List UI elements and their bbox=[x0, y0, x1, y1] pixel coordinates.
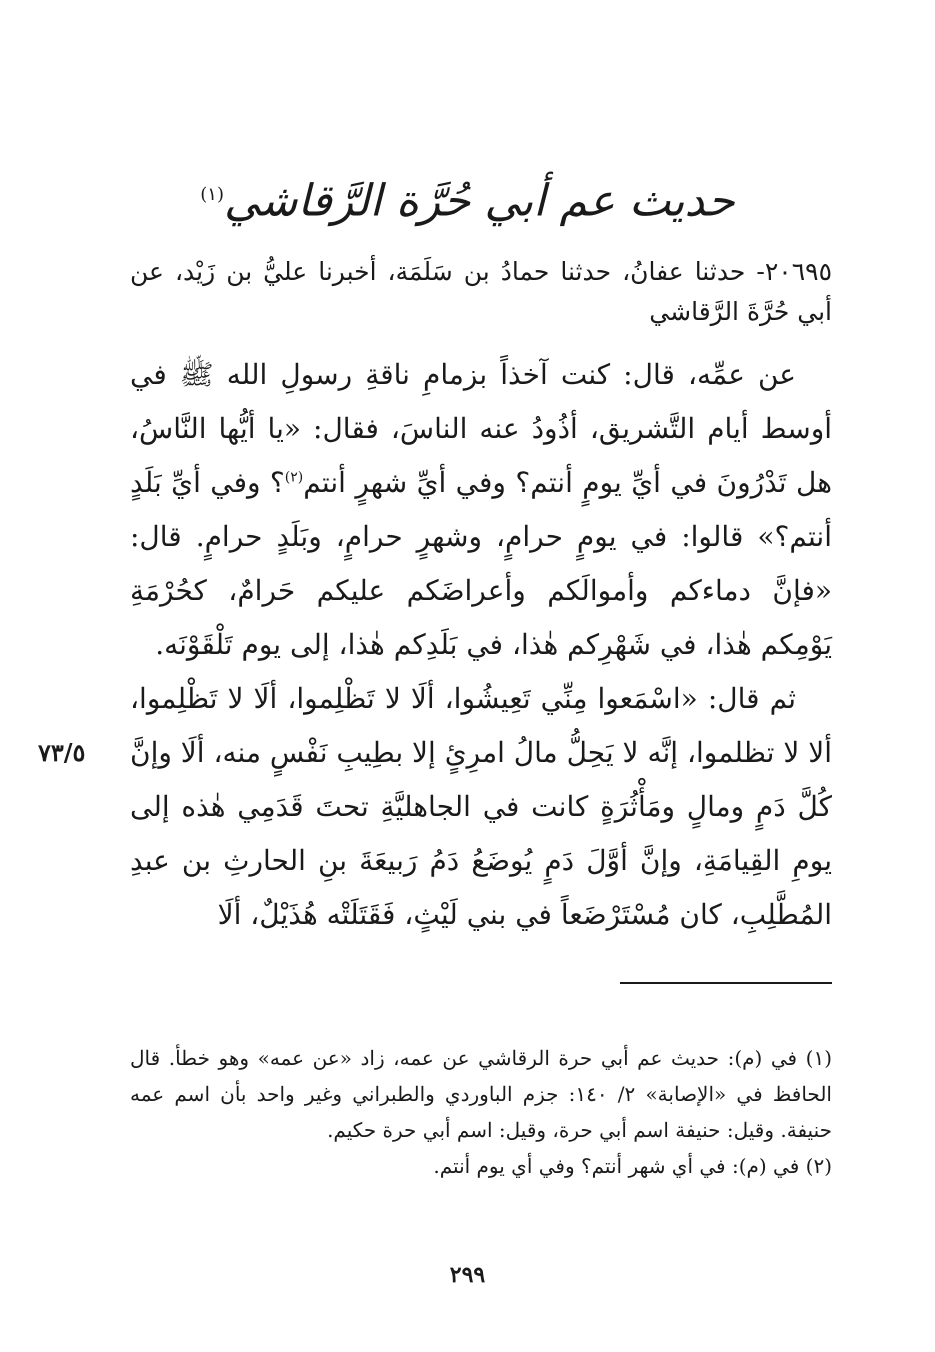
margin-reference: ٧٣/٥ bbox=[38, 738, 86, 767]
footnote-ref-1: (١) bbox=[200, 184, 224, 205]
hadith-body bbox=[130, 348, 832, 942]
hadith-paragraph-1 bbox=[130, 348, 832, 672]
footnote-2: (٢) في (م): في أي شهر أنتم؟ وفي أي يوم أنتم. bbox=[433, 1154, 832, 1178]
footnotes bbox=[130, 1040, 832, 1184]
paragraph-1-part-a: عن عمِّه، قال: كنت آخذاً بزمامِ ناقةِ رسولِ الله ﷺ في أوسط أيام التَّشريق، أذُودُ عنه الناسَ، فقال: «يا أيُّها النَّاسُ، هل تَدْرُونَ في أيِّ يومٍ أنتم؟ وفي أيِّ شهرٍ أنتم bbox=[130, 358, 832, 499]
footnote-1: (١) في (م): حديث عم أبي حرة الرقاشي عن عمه، زاد «عن عمه» وهو خطأ. قال الحافظ في «الإصابة» ٢/ ١٤٠: جزم الباوردي والطبراني وغير واحد بأن اسم عمه حنيفة. وقيل: حنيفة اسم أبي حرة، وقيل: اسم أبي حرة حكيم. bbox=[130, 1046, 832, 1142]
chapter-title-text: حديث عم أبي حُرَّة الرَّقاشي bbox=[223, 175, 735, 227]
footnote-ref-2: (٢) bbox=[284, 469, 304, 486]
hadith-header bbox=[130, 252, 832, 332]
page-number: ٢٩٩ bbox=[449, 1262, 486, 1288]
hadith-paragraph-2: ثم قال: «اسْمَعوا مِنِّي تَعِيشُوا، ألَا لا تَظْلِموا، ألَا لا تَظْلِموا، ألا لا تظلموا، إنَّه لا يَحِلُّ مالُ امرِئٍ إلا بطِيبِ نَفْسٍ منه، ألَا وإنَّ كُلَّ دَمٍ ومالٍ ومَأْثُرَةٍ كانت في الجاهليَّةِ تحتَ قَدَمِي هٰذه إلى يومِ القِيامَةِ، وإنَّ أوَّلَ دَمٍ يُوضَعُ دَمُ رَبيعَةَ بنِ الحارثِ بن عبدِ المُطَّلِبِ، كان مُسْتَرْضَعاً في بني لَيْثٍ، فَقَتَلَتْه هُذَيْلٌ، ألَا bbox=[130, 682, 832, 931]
paragraph-1-part-b: ؟ وفي أيِّ بَلَدٍ أنتم؟» قالوا: في يومٍ حرامٍ، وشهرٍ حرامٍ، وبَلَدٍ حرامٍ. قال: «فإنَّ دماءكم وأموالَكم وأعراضَكم عليكم حَرامٌ، كحُرْمَةِ يَوْمِكم هٰذا، في شَهْرِكم هٰذا، في بَلَدِكم هٰذا، إلى يوم تَلْقَوْنَه. bbox=[130, 466, 832, 661]
footnote-divider bbox=[620, 982, 832, 984]
chapter-title bbox=[0, 160, 935, 237]
hadith-header-text: ٢٠٦٩٥- حدثنا عفانُ، حدثنا حمادُ بن سَلَمَة، أخبرنا عليُّ بن زَيْد، عن أبي حُرَّةَ الرَّقاشي bbox=[130, 257, 832, 326]
